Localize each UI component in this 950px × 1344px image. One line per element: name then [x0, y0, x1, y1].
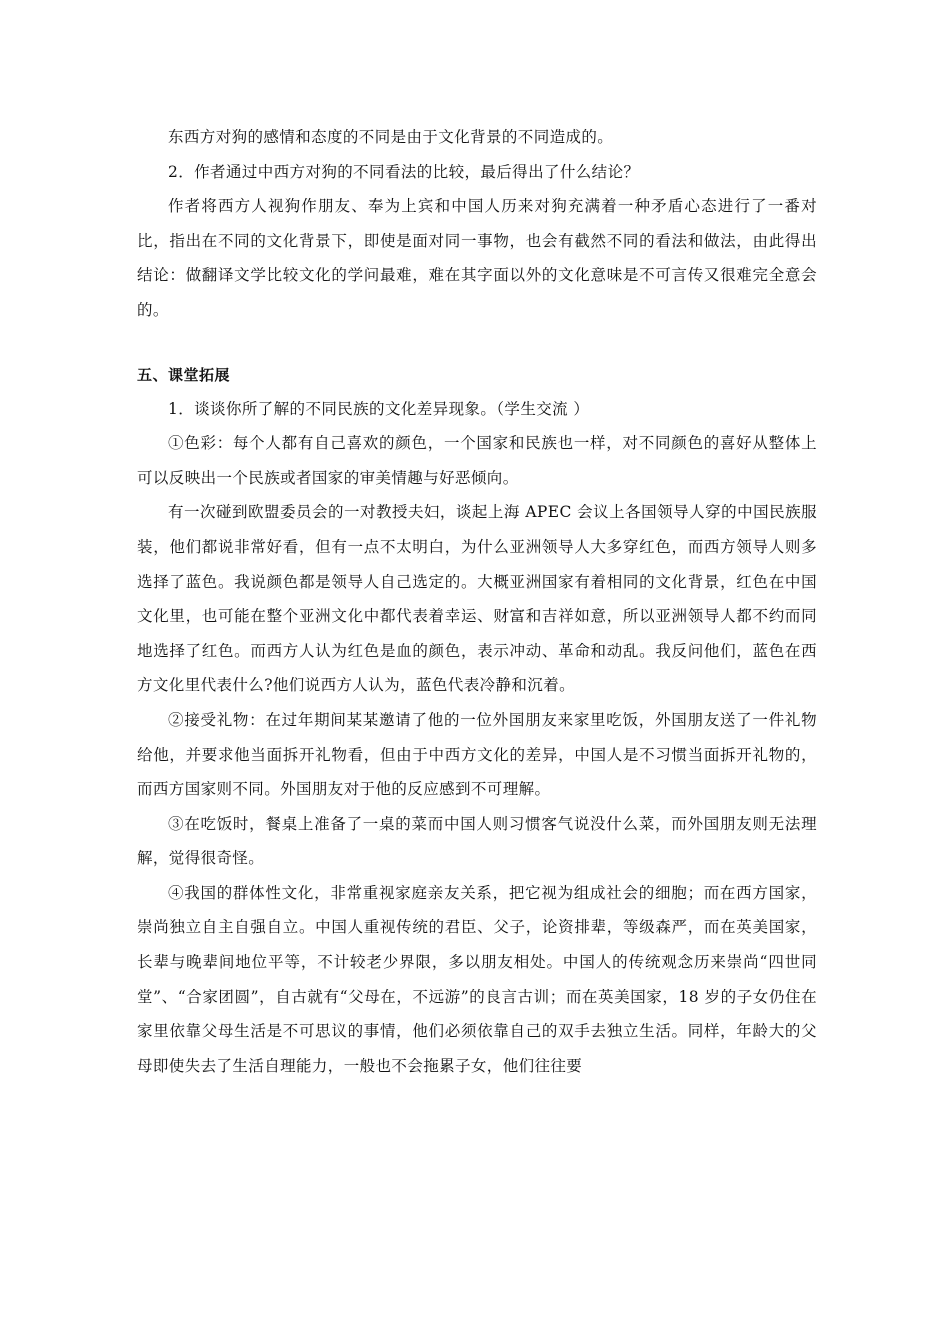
- item-dining: ③在吃饭时，餐桌上准备了一桌的菜而中国人则习惯客气说没什么菜，而外国朋友则无法理解，觉得很奇怪。: [137, 814, 817, 868]
- section-heading-classroom-extension: 五、课堂拓展: [137, 365, 231, 384]
- question-2: 2．作者通过中西方对狗的不同看法的比较，最后得出了什么结论？: [168, 162, 640, 181]
- paragraph-conclusion-cause: 东西方对狗的感情和态度的不同是由于文化背景的不同造成的。: [168, 128, 614, 146]
- item-group-culture: ④我国的群体性文化，非常重视家庭亲友关系，把它视为组成社会的细胞；而在西方国家，崇尚独立自主自强自立。中国人重视传统的君臣、父子，论资排辈，等级森严，而在英美国家，长辈与晚辈间地位平等，不计较老少界限，多以朋友相处。中国人的传统观念历来崇尚“四世同堂”、“合家团圆”，自古就有“父母在，不远游”的良言古训；而在英美国家，18 岁的子女仍住在家里依靠父母生活是不可思议的事情，他们必须依靠自己的双手去独立生活。同样，年龄大的父母即使失去了生活自理能力，一般也不会拖累子女，他们往往要: [137, 883, 817, 1075]
- item-color: ①色彩：每个人都有自己喜欢的颜色，一个国家和民族也一样，对不同颜色的喜好从整体上可以反映出一个民族或者国家的审美情趣与好恶倾向。: [137, 434, 817, 487]
- item-receiving-gifts: ②接受礼物：在过年期间某某邀请了他的一位外国朋友来家里吃饭，外国朋友送了一件礼物给他，并要求他当面拆开礼物看，但由于中西方文化的差异，中国人是不习惯当面拆开礼物的，而西方国家则不同。外国朋友对于他的反应感到不可理解。: [137, 710, 817, 799]
- answer-2: 作者将西方人视狗作朋友、奉为上宾和中国人历来对狗充满着一种矛盾心态进行了一番对比，指出在不同的文化背景下，即使是面对同一事物，也会有截然不同的看法和做法，由此得出结论：做翻译文学比较文化的学问最难，难在其字面以外的文化意味是不可言传又很难完全意会的。: [137, 197, 817, 319]
- document-body: [137, 120, 817, 1083]
- question-1-cultural-differences: 1．谈谈你所了解的不同民族的文化差异现象。（学生交流 ）: [168, 399, 590, 418]
- paragraph-apec-anecdote: 有一次碰到欧盟委员会的一对教授夫妇，谈起上海 APEC 会议上各国领导人穿的中国民族服装，他们都说非常好看，但有一点不太明白，为什么亚洲领导人大多穿红色，而西方领导人则多选择了蓝色。我说颜色都是领导人自己选定的。大概亚洲国家有着相同的文化背景，红色在中国文化里，也可能在整个亚洲文化中都代表着幸运、财富和吉祥如意，所以亚洲领导人都不约而同地选择了红色。而西方人认为红色是血的颜色，表示冲动、革命和动乱。我反问他们，蓝色在西方文化里代表什么?他们说西方人认为，蓝色代表冷静和沉着。: [137, 503, 817, 695]
